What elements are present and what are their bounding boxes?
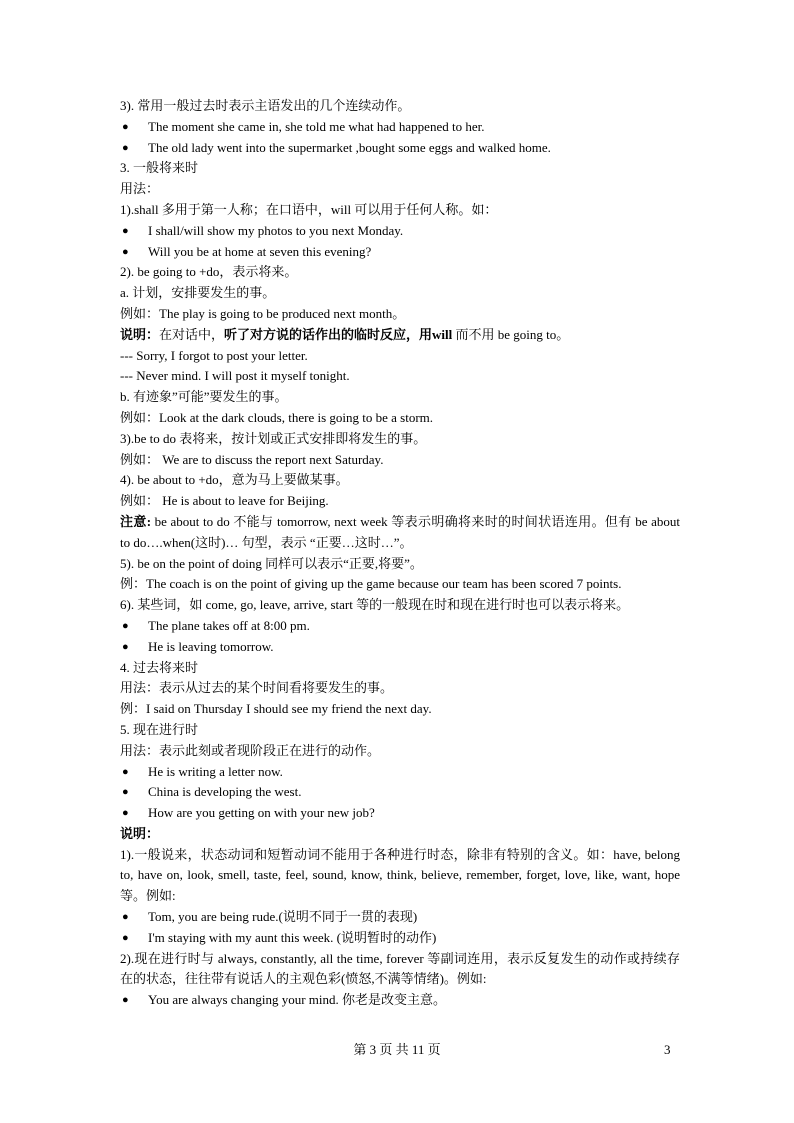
bullet-icon: ●: [122, 120, 129, 133]
bullet-icon: ●: [122, 640, 129, 653]
bullet-text: I'm staying with my aunt this week. (说明暂时的动作): [148, 929, 437, 945]
text-line: 5). be on the point of doing 同样可以表示“正要,将要”。: [120, 555, 423, 571]
bullet-icon: ●: [122, 807, 129, 820]
text-line: 例如：The play is going to be produced next month。: [120, 305, 406, 321]
bullet-item: [120, 117, 680, 138]
text-line: a. 计划，安排要发生的事。: [120, 285, 276, 301]
section-heading: 5. 现在进行时: [120, 721, 199, 737]
bullet-text: The moment she came in, she told me what had happened to her.: [148, 118, 485, 134]
bullet-icon: ●: [122, 765, 129, 778]
page-footer-label: 第 3 页 共 11 页: [353, 1042, 441, 1057]
note-text: be about to do 不能与 tomorrow, next week 等表示明确将来时的时间状语连用。但有 be about to do….when(这时)… 句型，表示 “正要…这时…”。: [120, 513, 680, 550]
bullet-item: [120, 138, 680, 159]
bullet-item: [120, 637, 680, 658]
text-line: 例如： We are to discuss the report next Saturday.: [120, 451, 384, 467]
dialogue-line: --- Never mind. I will post it myself tonight.: [120, 368, 350, 384]
note-text: 而不用 be going to。: [452, 326, 570, 342]
bullet-item: [120, 762, 680, 783]
text-line: 2). be going to +do，表示将来。: [120, 264, 298, 280]
bullet-text: How are you getting on with your new job?: [148, 805, 375, 821]
text-line: 用法：: [120, 181, 160, 197]
note-label: 说明：: [120, 326, 160, 342]
note-bold-text: 听了对方说的话作出的临时反应，用will: [224, 326, 453, 342]
text-line: 3).be to do 表将来，按计划或正式安排即将发生的事。: [120, 430, 427, 446]
page-content: [120, 96, 680, 1011]
bullet-text: He is leaving tomorrow.: [148, 638, 274, 654]
note-line: [120, 325, 680, 346]
bullet-item: [120, 990, 680, 1011]
bullet-icon: ●: [122, 245, 129, 258]
bullet-text: The old lady went into the supermarket ,bought some eggs and walked home.: [148, 139, 551, 155]
note-text: 在对话中，: [159, 326, 225, 342]
dialogue-line: --- Sorry, I forgot to post your letter.: [120, 347, 308, 363]
bullet-icon: ●: [122, 994, 129, 1007]
text-line: 1).shall 多用于第一人称；在口语中，will 可以用于任何人称。如：: [120, 201, 498, 217]
note-paragraph: [120, 512, 680, 554]
page-number: 3: [664, 1042, 671, 1057]
bullet-item: [120, 907, 680, 928]
text-line: b. 有迹象”可能”要发生的事。: [120, 389, 288, 405]
text-line: 4). be about to +do，意为马上要做某事。: [120, 472, 349, 488]
text-line: 用法：表示从过去的某个时间看将要发生的事。: [120, 680, 394, 696]
text-paragraph: 2).现在进行时与 always, constantly, all the time, forever 等副词连用，表示反复发生的动作或持续存在的状态，往往带有说话人的主观色彩(愤怒,不满等情绪)。例如:: [120, 950, 680, 987]
bullet-text: The plane takes off at 8:00 pm.: [148, 617, 310, 633]
bullet-icon: ●: [122, 911, 129, 924]
bullet-icon: ●: [122, 786, 129, 799]
text-line: 例：I said on Thursday I should see my friend the next day.: [120, 701, 432, 717]
section-heading: 3. 一般将来时: [120, 160, 199, 176]
bullet-text: China is developing the west.: [148, 784, 302, 800]
bullet-item: [120, 782, 680, 803]
bullet-item: [120, 803, 680, 824]
bullet-item: [120, 221, 680, 242]
bullet-item: [120, 928, 680, 949]
text-line: 例如： He is about to leave for Beijing.: [120, 493, 329, 509]
text-line: 例如：Look at the dark clouds, there is going to be a storm.: [120, 409, 434, 425]
text-line: 3). 常用一般过去时表示主语发出的几个连续动作。: [120, 98, 411, 113]
section-heading: 4. 过去将来时: [120, 659, 199, 675]
note-label: 注意:: [120, 513, 152, 529]
text-line: 例：The coach is on the point of giving up the game because our team has been scored 7 points.: [120, 576, 622, 592]
bullet-item: [120, 616, 680, 637]
text-line: 用法：表示此刻或者现阶段正在进行的动作。: [120, 742, 381, 758]
bullet-icon: ●: [122, 619, 129, 632]
bullet-text: I shall/will show my photos to you next Monday.: [148, 222, 404, 238]
text-line: 6). 某些词，如 come, go, leave, arrive, start 等的一般现在时和现在进行时也可以表示将来。: [120, 597, 630, 613]
bullet-icon: ●: [122, 224, 129, 237]
bullet-text: He is writing a letter now.: [148, 763, 283, 779]
bullet-text: You are always changing your mind. 你老是改变主意。: [148, 992, 447, 1008]
bullet-item: [120, 242, 680, 263]
text-paragraph: 1).一般说来，状态动词和短暂动词不能用于各种进行时态，除非有特别的含义。如：have, belong to, have on, look, smell, taste, feel, sound, know, think, believe, remember, forget, love, like, want, hope 等。例如:: [120, 846, 680, 904]
bullet-text: Will you be at home at seven this evening?: [148, 243, 372, 259]
bullet-icon: ●: [122, 931, 129, 944]
note-heading: 说明：: [120, 825, 160, 841]
bullet-text: Tom, you are being rude.(说明不同于一贯的表现): [148, 909, 418, 925]
bullet-icon: ●: [122, 141, 129, 154]
